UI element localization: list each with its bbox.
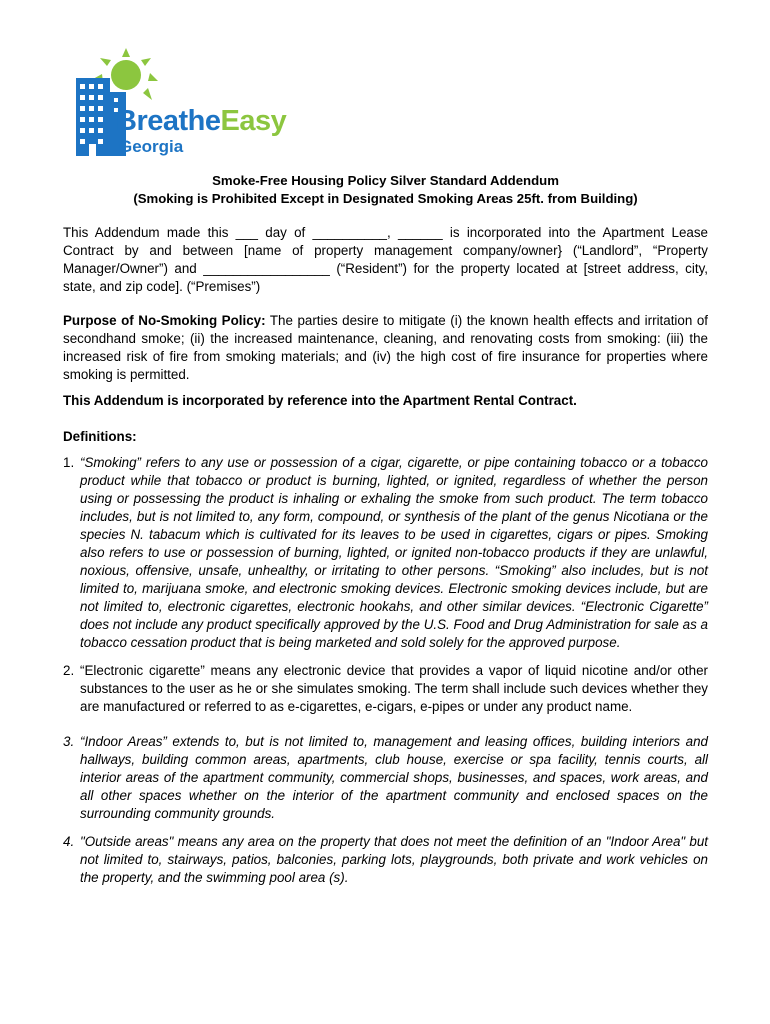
- incorporated-statement: This Addendum is incorporated by reference into the Apartment Rental Contract.: [63, 393, 577, 408]
- definition-item: [63, 454, 708, 652]
- purpose-label: Purpose of No-Smoking Policy:: [63, 313, 266, 328]
- logo-word-easy: Easy: [220, 105, 287, 137]
- definition-number: 2.: [63, 663, 75, 678]
- definition-item: [63, 733, 708, 823]
- document-body: [63, 172, 708, 887]
- definition-text: “Smoking” refers to any use or possession of a cigar, cigarette, or pipe containing tobacco or a tobacco product while that tobacco or product is burning, lighted, or ignited, regardless of whether the person using or possessing the product is inhaling or exhaling the smoke from such product. The term tobacco includes, but is not limited to, any form, compound, or synthesis of the plant of the genus Nicotiana or the species N. tabacum which is cultivated for its leaves to be used in cigarettes, cigars or pipes. Smoking also refers to use or possession of burning, lighted, or ignited non-tobacco products if they are unlawful, noxious, offensive, unsafe, unhealthy, or irritating to other persons. “Smoking” also includes, but is not limited to, marijuana smoke, and electronic smoking devices. Electronic smoking devices include, but are not limited to, electronic cigarettes, electronic hookahs, and other similar devices. “Electronic Cigarette” does not include any product specifically approved by the U.S. Food and Drug Administration for sale as a tobacco cessation product that is being marketed and sold solely for the approved purpose.: [80, 455, 708, 650]
- definition-number: 4.: [63, 834, 75, 849]
- logo-word-breathe: Breathe: [116, 105, 221, 137]
- logo-region: Georgia: [119, 137, 184, 156]
- definitions-heading: Definitions:: [63, 429, 137, 444]
- title-line-1: Smoke-Free Housing Policy Silver Standard Addendum: [212, 173, 559, 188]
- definition-item: [63, 662, 708, 716]
- definition-text: "Outside areas" means any area on the property that does not meet the definition of an "Indoor Area" but not limited to, stairways, patios, balconies, parking lots, playgrounds, both private and work vehicles on the property, and the swimming pool area (s).: [80, 834, 708, 885]
- logo-wordmark: [116, 106, 286, 136]
- breathe-easy-logo: [70, 48, 300, 160]
- logo-graphic: [70, 48, 300, 160]
- definition-number: 3.: [63, 734, 75, 749]
- title-line-2: (Smoking is Prohibited Except in Designated Smoking Areas 25ft. from Building): [133, 191, 638, 206]
- definition-item: [63, 833, 708, 887]
- definition-text: “Indoor Areas” extends to, but is not limited to, management and leasing offices, building interiors and hallways, building common areas, apartments, club house, exercise or spa facility, tennis courts, all interior areas of the apartment community, commercial shops, businesses, and spaces, work areas, and all other spaces whether on the interior of the apartment community and enclosed spaces on the surrounding community grounds.: [80, 734, 708, 821]
- definitions-list: [63, 454, 708, 887]
- definition-text: “Electronic cigarette” means any electronic device that provides a vapor of liquid nicotine and/or other substances to the user as he or she simulates smoking. The term shall include such devices whether they are manufactured or referred to as e-cigarettes, e-cigars, e-pipes or under any product name.: [80, 663, 708, 714]
- definition-number: 1.: [63, 455, 75, 470]
- intro-paragraph: This Addendum made this ___ day of __________, ______ is incorporated into the Apartment Lease Contract by and between [name of property management company/owner} (“Landlord”, “Property Manager/Owner”) and _________________ (“Resident”) for the property located at [street address, city, state, and zip code]. (“Premises”): [63, 225, 708, 294]
- purpose-text: The parties desire to mitigate (i) the known health effects and irritation of secondhand smoke; (ii) the increased maintenance, cleaning, and renovating costs from smoking: (iii) the increased risk of fire from smoking materials; and (iv) the high cost of fire insurance for properties where smoking is permitted.: [63, 313, 709, 382]
- purpose-paragraph: [63, 312, 708, 384]
